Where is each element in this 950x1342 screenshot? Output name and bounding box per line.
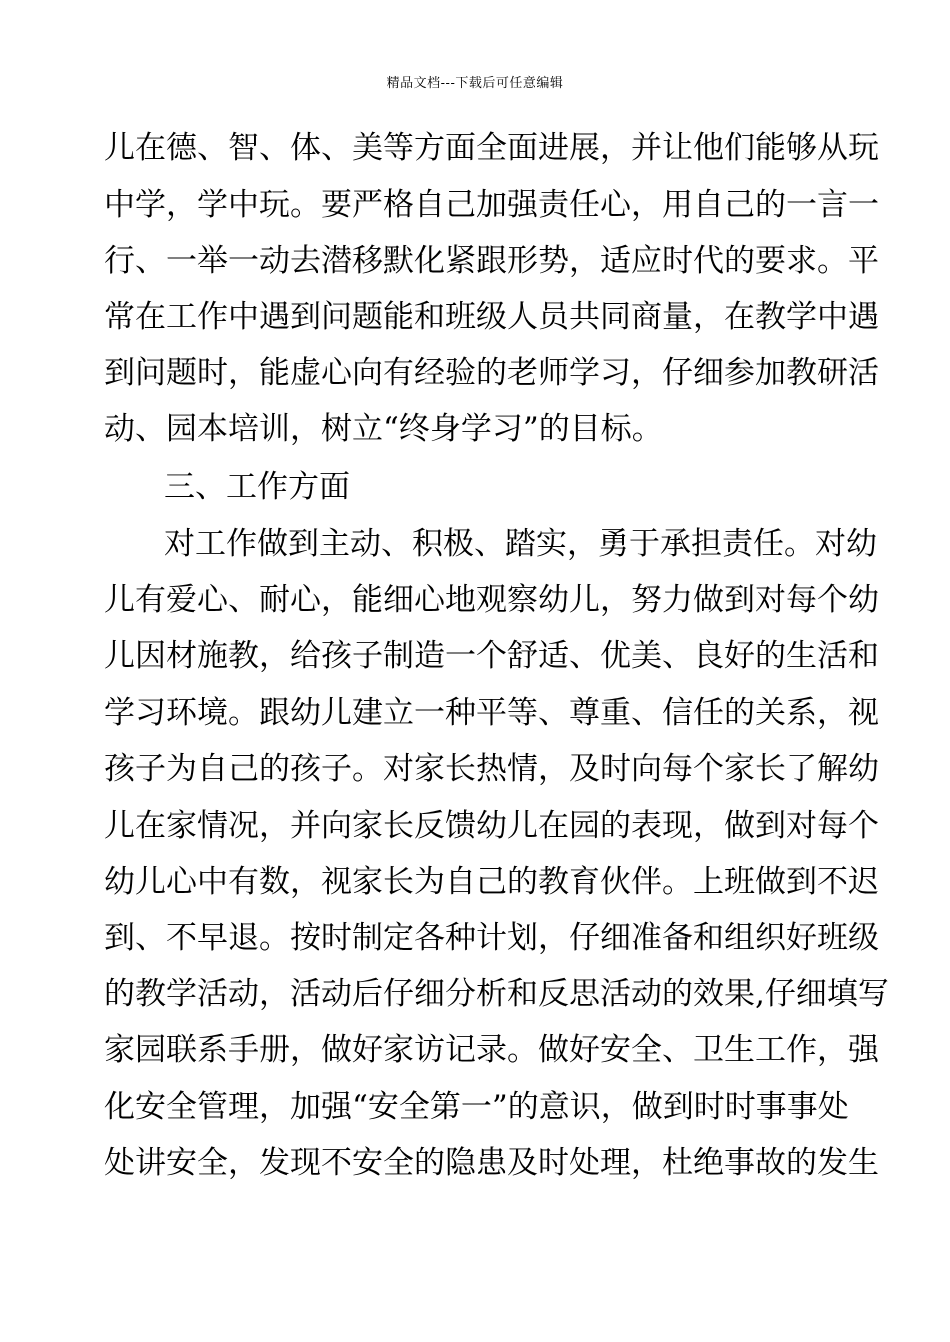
text-line: 行、一举一动去潜移默化紧跟形势，适应时代的要求。平 bbox=[104, 243, 879, 279]
text-line: 到、不早退。按时制定各种计划，仔细准备和组织好班级 bbox=[104, 920, 879, 956]
text-line: 处讲安全，发现不安全的隐患及时处理，杜绝事故的发生 bbox=[104, 1145, 879, 1181]
text-line: 儿因材施教，给孩子制造一个舒适、优美、良好的生活和 bbox=[104, 638, 879, 674]
text-line: 化安全管理，加强“安全第一”的意识，做到时时事事处 bbox=[104, 1089, 849, 1125]
text-line: 孩子为自己的孩子。对家长热情，及时向每个家长了解幼 bbox=[104, 751, 879, 787]
text-line: 常在工作中遇到问题能和班级人员共同商量，在教学中遇 bbox=[104, 299, 879, 335]
paragraph-first-line: 对工作做到主动、积极、踏实，勇于承担责任。对幼 bbox=[164, 526, 877, 562]
text-line: 儿在德、智、体、美等方面全面进展，并让他们能够从玩 bbox=[104, 130, 879, 166]
text-line: 到问题时，能虚心向有经验的老师学习，仔细参加教研活 bbox=[104, 355, 879, 391]
text-line: 学习环境。跟幼儿建立一种平等、尊重、信任的关系，视 bbox=[104, 695, 879, 731]
text-line: 的教学活动，活动后仔细分析和反思活动的效果,仔细填写 bbox=[104, 976, 889, 1012]
page-header: 精品文档---下载后可任意编辑 bbox=[386, 76, 564, 91]
text-line: 中学，学中玩。要严格自己加强责任心，用自己的一言一 bbox=[104, 187, 879, 223]
text-line: 家园联系手册，做好家访记录。做好安全、卫生工作，强 bbox=[104, 1032, 879, 1068]
text-line: 幼儿心中有数，视家长为自己的教育伙伴。上班做到不迟 bbox=[104, 864, 879, 900]
text-line: 儿有爱心、耐心，能细心地观察幼儿，努力做到对每个幼 bbox=[104, 582, 879, 618]
text-line: 儿在家情况，并向家长反馈幼儿在园的表现，做到对每个 bbox=[104, 808, 879, 844]
section-heading: 三、工作方面 bbox=[164, 469, 350, 505]
text-line: 动、园本培训，树立“终身学习”的目标。 bbox=[104, 411, 663, 447]
